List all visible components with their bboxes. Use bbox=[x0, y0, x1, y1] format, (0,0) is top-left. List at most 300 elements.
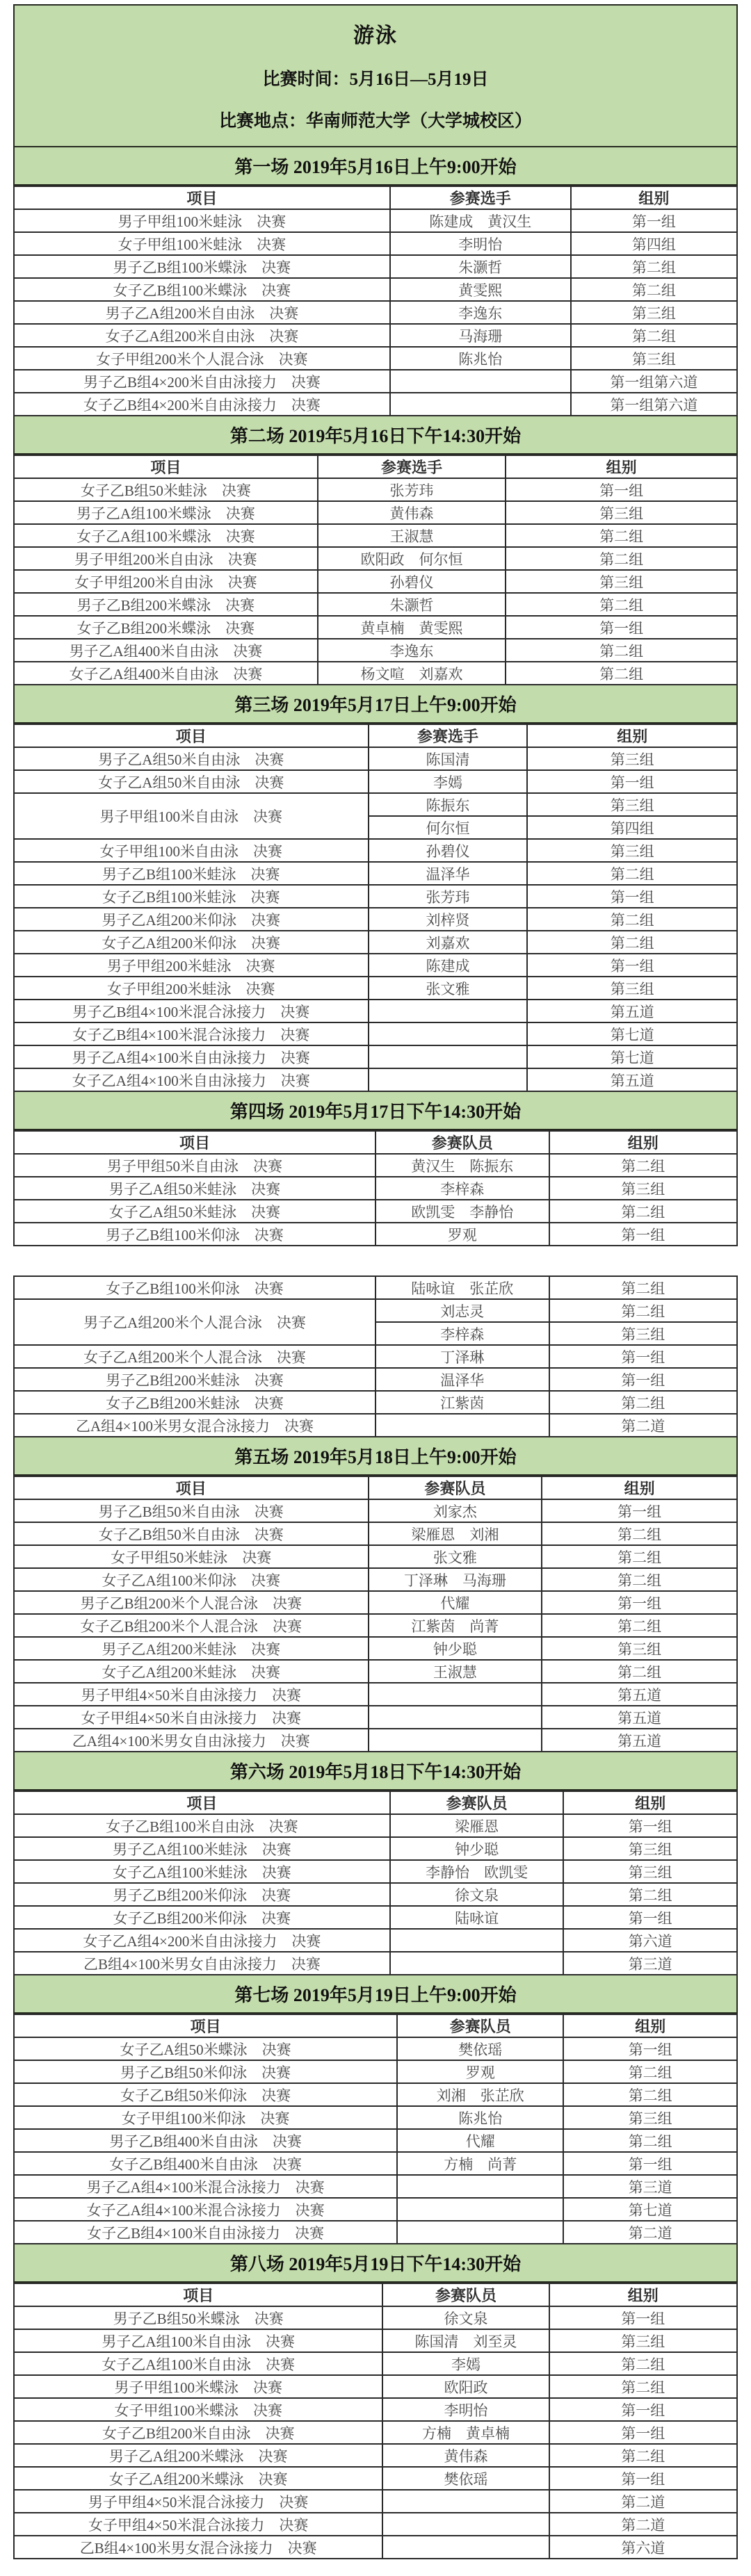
participants-cell bbox=[390, 370, 571, 393]
table-row bbox=[14, 2037, 737, 2060]
table-row bbox=[14, 639, 737, 662]
event-cell: 男子乙B组50米自由泳 决赛 bbox=[14, 1499, 369, 1522]
group-cell: 第三组 bbox=[506, 570, 737, 593]
participants-cell: 朱灏哲 bbox=[390, 255, 571, 278]
group-cell: 第二道 bbox=[549, 1414, 737, 1437]
table-row bbox=[14, 1545, 737, 1568]
session-6-heading: 第六场 2019年5月18日下午14:30开始 bbox=[13, 1752, 738, 1791]
session-4-table bbox=[13, 1130, 738, 1246]
group-cell: 第二组 bbox=[542, 1522, 737, 1545]
group-cell: 第一组 bbox=[542, 1499, 737, 1522]
col-header-event: 项目 bbox=[14, 724, 369, 747]
table-row bbox=[14, 1660, 737, 1683]
table-row bbox=[14, 1177, 737, 1200]
table-row bbox=[14, 2060, 737, 2083]
participants-cell: 樊依瑶 bbox=[397, 2037, 563, 2060]
group-cell: 第三道 bbox=[563, 2175, 737, 2198]
table-row bbox=[14, 1860, 737, 1883]
participants-cell: 黄卓楠 黄雯熙 bbox=[318, 616, 506, 639]
table-row bbox=[14, 370, 737, 393]
table-row bbox=[14, 1414, 737, 1437]
event-cell: 女子乙A组4×100米自由泳接力 决赛 bbox=[14, 1068, 369, 1091]
col-header-group: 组别 bbox=[549, 2283, 737, 2306]
table-row bbox=[14, 1522, 737, 1545]
group-cell: 第三组 bbox=[563, 2106, 737, 2129]
participants-cell: 李明怡 bbox=[382, 2398, 549, 2421]
table-row bbox=[14, 1637, 737, 1660]
event-cell: 男子乙B组200米个人混合泳 决赛 bbox=[14, 1591, 369, 1614]
session-3-table bbox=[13, 724, 738, 1092]
session-8-heading: 第八场 2019年5月19日下午14:30开始 bbox=[13, 2244, 738, 2283]
participants-cell: 孙碧仪 bbox=[369, 839, 528, 862]
table-row bbox=[14, 255, 737, 278]
table-row bbox=[14, 1223, 737, 1246]
participants-cell: 陆咏谊 张芷欣 bbox=[376, 1276, 549, 1299]
table-row bbox=[14, 1729, 737, 1752]
participants-cell: 徐文泉 bbox=[390, 1883, 564, 1906]
event-cell: 女子乙A组100米仰泳 决赛 bbox=[14, 1568, 369, 1591]
participants-cell: 刘家杰 bbox=[369, 1499, 542, 1522]
group-cell: 第二道 bbox=[563, 2221, 737, 2244]
table-row bbox=[14, 2329, 737, 2352]
participants-cell: 陈国清 刘至灵 bbox=[382, 2329, 549, 2352]
col-header-group: 组别 bbox=[563, 2014, 737, 2037]
group-cell: 第二道 bbox=[549, 2490, 737, 2513]
table-row bbox=[14, 862, 737, 885]
group-cell: 第七道 bbox=[563, 2198, 737, 2221]
participants-cell: 张芳玮 bbox=[369, 885, 528, 908]
participants-cell bbox=[382, 2490, 549, 2513]
group-cell: 第二组 bbox=[527, 931, 737, 954]
event-cell: 男子乙B组400米自由泳 决赛 bbox=[14, 2129, 397, 2152]
table-row bbox=[14, 524, 737, 547]
group-cell: 第三组 bbox=[549, 2329, 737, 2352]
participants-cell: 徐文泉 bbox=[382, 2306, 549, 2329]
participants-cell: 陈兆怡 bbox=[397, 2106, 563, 2129]
participants-cell: 罗观 bbox=[397, 2060, 563, 2083]
event-cell: 男子乙B组50米仰泳 决赛 bbox=[14, 2060, 397, 2083]
participants-cell: 梁雁恩 刘湘 bbox=[369, 1522, 542, 1545]
event-cell: 女子乙B组100米自由泳 决赛 bbox=[14, 1814, 390, 1837]
group-cell: 第五道 bbox=[542, 1683, 737, 1706]
table-row bbox=[14, 931, 737, 954]
event-cell: 女子乙B组200米个人混合泳 决赛 bbox=[14, 1614, 369, 1637]
table-row bbox=[14, 1154, 737, 1177]
table-row bbox=[14, 1499, 737, 1522]
event-cell: 女子乙A组200米蝶泳 决赛 bbox=[14, 2467, 382, 2490]
event-cell: 男子乙B组200米蝶泳 决赛 bbox=[14, 593, 318, 616]
group-cell: 第二组 bbox=[571, 255, 737, 278]
group-cell: 第一组 bbox=[506, 616, 737, 639]
session-4-heading: 第四场 2019年5月17日下午14:30开始 bbox=[13, 1092, 738, 1130]
column-header-row bbox=[14, 2014, 737, 2037]
group-cell: 第一组 bbox=[549, 1345, 737, 1368]
table-row bbox=[14, 885, 737, 908]
event-cell: 男子乙B组100米蛙泳 决赛 bbox=[14, 862, 369, 885]
participants-cell: 王淑慧 bbox=[369, 1660, 542, 1683]
participants-cell: 黄伟森 bbox=[318, 501, 506, 524]
event-cell: 女子乙A组4×100米混合泳接力 决赛 bbox=[14, 2198, 397, 2221]
group-cell: 第一组 bbox=[563, 2152, 737, 2175]
event-cell: 女子乙A组50米蛙泳 决赛 bbox=[14, 1200, 376, 1223]
event-cell: 女子甲组100米仰泳 决赛 bbox=[14, 2106, 397, 2129]
competition-time: 比赛时间：5月16日—5月19日 bbox=[262, 70, 489, 89]
event-cell: 女子乙A组200米个人混合泳 决赛 bbox=[14, 1345, 376, 1368]
table-row bbox=[14, 2375, 737, 2398]
table-row bbox=[14, 1068, 737, 1091]
event-cell: 女子乙A组100米蛙泳 决赛 bbox=[14, 1860, 390, 1883]
col-header-event: 项目 bbox=[14, 1791, 390, 1814]
participants-cell: 樊依瑶 bbox=[382, 2467, 549, 2490]
col-header-participants: 参赛队员 bbox=[397, 2014, 563, 2037]
event-cell: 男子乙B组200米仰泳 决赛 bbox=[14, 1883, 390, 1906]
session-3-heading: 第三场 2019年5月17日上午9:00开始 bbox=[13, 685, 738, 724]
participants-cell: 江紫茵 尚菁 bbox=[369, 1614, 542, 1637]
participants-cell: 李梓森 bbox=[376, 1322, 549, 1345]
col-header-participants: 参赛选手 bbox=[318, 455, 506, 478]
sessions-container bbox=[13, 147, 738, 2559]
event-cell: 乙B组4×100米男女混合泳接力 决赛 bbox=[14, 2536, 382, 2559]
table-row bbox=[14, 501, 737, 524]
group-cell: 第三组 bbox=[527, 977, 737, 1000]
event-cell: 女子乙B组4×100米自由泳接力 决赛 bbox=[14, 2221, 397, 2244]
participants-cell bbox=[369, 1068, 528, 1091]
participants-cell: 马海珊 bbox=[390, 324, 571, 347]
group-cell: 第二组 bbox=[542, 1545, 737, 1568]
participants-cell: 温泽华 bbox=[376, 1368, 549, 1391]
event-cell: 乙B组4×100米男女自由泳接力 决赛 bbox=[14, 1952, 390, 1975]
event-cell: 男子甲组4×50米自由泳接力 决赛 bbox=[14, 1683, 369, 1706]
participants-cell: 刘嘉欢 bbox=[369, 931, 528, 954]
participants-cell: 李逸东 bbox=[318, 639, 506, 662]
event-cell: 女子甲组100米蝶泳 决赛 bbox=[14, 2398, 382, 2421]
table-row bbox=[14, 1299, 737, 1322]
col-header-event: 项目 bbox=[14, 2283, 382, 2306]
col-header-participants: 参赛队员 bbox=[390, 1791, 564, 1814]
participants-cell: 李静怡 欧凯雯 bbox=[390, 1860, 564, 1883]
participants-cell: 黄汉生 陈振东 bbox=[376, 1154, 549, 1177]
participants-cell: 欧阳政 何尔恒 bbox=[318, 547, 506, 570]
participants-cell: 代耀 bbox=[369, 1591, 542, 1614]
event-cell: 女子甲组100米蛙泳 决赛 bbox=[14, 232, 390, 255]
participants-cell: 钟少聪 bbox=[369, 1637, 542, 1660]
participants-cell bbox=[369, 1045, 528, 1068]
col-header-event: 项目 bbox=[14, 2014, 397, 2037]
event-cell: 男子乙A组200米仰泳 决赛 bbox=[14, 908, 369, 931]
event-cell: 男子乙A组200米蝶泳 决赛 bbox=[14, 2444, 382, 2467]
event-cell: 女子乙A组200米仰泳 决赛 bbox=[14, 931, 369, 954]
participants-cell: 孙碧仪 bbox=[318, 570, 506, 593]
event-cell: 女子乙B组400米自由泳 决赛 bbox=[14, 2152, 397, 2175]
event-cell: 男子甲组100米蝶泳 决赛 bbox=[14, 2375, 382, 2398]
table-row bbox=[14, 1883, 737, 1906]
group-cell: 第二组 bbox=[563, 2083, 737, 2106]
table-row bbox=[14, 1345, 737, 1368]
participants-cell: 李明怡 bbox=[390, 232, 571, 255]
column-header-row bbox=[14, 455, 737, 478]
event-cell: 男子甲组200米自由泳 决赛 bbox=[14, 547, 318, 570]
participants-cell bbox=[382, 2513, 549, 2536]
participants-cell: 代耀 bbox=[397, 2129, 563, 2152]
column-header-row bbox=[14, 186, 737, 209]
participants-cell: 张文雅 bbox=[369, 1545, 542, 1568]
participants-cell: 刘梓贤 bbox=[369, 908, 528, 931]
group-cell: 第一组 bbox=[549, 2467, 737, 2490]
group-cell: 第三组 bbox=[571, 301, 737, 324]
group-cell: 第一组 bbox=[527, 885, 737, 908]
event-cell: 女子乙A组100米蝶泳 决赛 bbox=[14, 524, 318, 547]
table-row bbox=[14, 1368, 737, 1391]
participants-cell bbox=[376, 1414, 549, 1437]
participants-cell: 刘湘 张芷欣 bbox=[397, 2083, 563, 2106]
group-cell: 第五道 bbox=[527, 1000, 737, 1022]
event-cell: 女子乙B组4×100米混合泳接力 决赛 bbox=[14, 1022, 369, 1045]
group-cell: 第一组 bbox=[563, 1906, 737, 1929]
group-cell: 第三组 bbox=[527, 839, 737, 862]
group-cell: 第一组 bbox=[549, 2306, 737, 2329]
document-header bbox=[13, 4, 738, 147]
group-cell: 第二组 bbox=[549, 1299, 737, 1322]
col-header-participants: 参赛选手 bbox=[369, 724, 528, 747]
column-header-row bbox=[14, 724, 737, 747]
table-row bbox=[14, 2490, 737, 2513]
participants-cell: 欧凯雯 李静怡 bbox=[376, 1200, 549, 1223]
group-cell: 第二组 bbox=[571, 324, 737, 347]
group-cell: 第二组 bbox=[527, 862, 737, 885]
group-cell: 第四组 bbox=[527, 816, 737, 839]
session-5-table bbox=[13, 1476, 738, 1752]
col-header-participants: 参赛队员 bbox=[382, 2283, 549, 2306]
event-cell: 男子甲组100米蛙泳 决赛 bbox=[14, 209, 390, 232]
event-cell: 女子乙B组200米自由泳 决赛 bbox=[14, 2421, 382, 2444]
event-cell: 女子乙B组4×200米自由泳接力 决赛 bbox=[14, 393, 390, 416]
event-cell: 男子甲组4×50米混合泳接力 决赛 bbox=[14, 2490, 382, 2513]
group-cell: 第一组第六道 bbox=[571, 370, 737, 393]
table-row bbox=[14, 1706, 737, 1729]
table-row bbox=[14, 593, 737, 616]
group-cell: 第二组 bbox=[571, 278, 737, 301]
session-2-heading: 第二场 2019年5月16日下午14:30开始 bbox=[13, 416, 738, 455]
event-cell: 女子乙A组200米自由泳 决赛 bbox=[14, 324, 390, 347]
table-row bbox=[14, 393, 737, 416]
table-row bbox=[14, 570, 737, 593]
col-header-participants: 参赛队员 bbox=[376, 1131, 549, 1154]
col-header-group: 组别 bbox=[571, 186, 737, 209]
group-cell: 第六道 bbox=[563, 1929, 737, 1952]
table-row bbox=[14, 547, 737, 570]
table-row bbox=[14, 1814, 737, 1837]
participants-cell: 李嫣 bbox=[382, 2352, 549, 2375]
participants-cell: 李梓森 bbox=[376, 1177, 549, 1200]
group-cell: 第二组 bbox=[542, 1660, 737, 1683]
group-cell: 第二组 bbox=[549, 2444, 737, 2467]
group-cell: 第七道 bbox=[527, 1022, 737, 1045]
participants-cell: 黄伟森 bbox=[382, 2444, 549, 2467]
participants-cell: 刘志灵 bbox=[376, 1299, 549, 1322]
table-row bbox=[14, 662, 737, 685]
group-cell: 第一组 bbox=[549, 2421, 737, 2444]
session-8-table bbox=[13, 2283, 738, 2559]
group-cell: 第二组 bbox=[542, 1568, 737, 1591]
event-cell: 男子乙B组100米仰泳 决赛 bbox=[14, 1223, 376, 1246]
participants-cell: 何尔恒 bbox=[369, 816, 528, 839]
table-row bbox=[14, 301, 737, 324]
participants-cell bbox=[390, 393, 571, 416]
group-cell: 第一组 bbox=[563, 1814, 737, 1837]
event-cell: 女子乙A组200米蛙泳 决赛 bbox=[14, 1660, 369, 1683]
table-row bbox=[14, 209, 737, 232]
table-row bbox=[14, 2536, 737, 2559]
participants-cell: 李嫣 bbox=[369, 770, 528, 793]
col-header-participants: 参赛队员 bbox=[369, 1476, 542, 1499]
table-row bbox=[14, 1683, 737, 1706]
event-cell: 女子甲组100米自由泳 决赛 bbox=[14, 839, 369, 862]
participants-cell: 陈兆怡 bbox=[390, 347, 571, 370]
table-row bbox=[14, 347, 737, 370]
event-cell: 男子乙B组100米蝶泳 决赛 bbox=[14, 255, 390, 278]
table-row bbox=[14, 770, 737, 793]
group-cell: 第一组 bbox=[542, 1591, 737, 1614]
session-7-table bbox=[13, 2014, 738, 2244]
group-cell: 第一组 bbox=[527, 954, 737, 977]
column-header-row bbox=[14, 1131, 737, 1154]
session-1-heading: 第一场 2019年5月16日上午9:00开始 bbox=[13, 147, 738, 186]
participants-cell: 温泽华 bbox=[369, 862, 528, 885]
participants-cell: 李逸东 bbox=[390, 301, 571, 324]
participants-cell: 方楠 黄卓楠 bbox=[382, 2421, 549, 2444]
group-cell: 第二组 bbox=[506, 547, 737, 570]
table-row bbox=[14, 2152, 737, 2175]
session-1-table bbox=[13, 186, 738, 416]
group-cell: 第二组 bbox=[549, 1391, 737, 1414]
col-header-group: 组别 bbox=[506, 455, 737, 478]
column-header-row bbox=[14, 2283, 737, 2306]
event-cell: 女子乙B组200米蝶泳 决赛 bbox=[14, 616, 318, 639]
participants-cell: 陈国清 bbox=[369, 747, 528, 770]
participants-cell: 陈建成 bbox=[369, 954, 528, 977]
table-row bbox=[14, 1391, 737, 1414]
group-cell: 第二组 bbox=[506, 639, 737, 662]
table-row bbox=[14, 1837, 737, 1860]
event-cell: 女子甲组4×50米混合泳接力 决赛 bbox=[14, 2513, 382, 2536]
session-4-table bbox=[13, 1275, 738, 1437]
column-header-row bbox=[14, 1476, 737, 1499]
table-row bbox=[14, 478, 737, 501]
table-row bbox=[14, 1952, 737, 1975]
participants-cell: 王淑慧 bbox=[318, 524, 506, 547]
group-cell: 第三组 bbox=[571, 347, 737, 370]
col-header-participants: 参赛选手 bbox=[390, 186, 571, 209]
table-row bbox=[14, 1568, 737, 1591]
group-cell: 第二组 bbox=[506, 593, 737, 616]
group-cell: 第五道 bbox=[542, 1706, 737, 1729]
schedule-document bbox=[13, 4, 738, 2559]
event-cell: 乙A组4×100米男女自由泳接力 决赛 bbox=[14, 1729, 369, 1752]
group-cell: 第五道 bbox=[542, 1729, 737, 1752]
page-title: 游泳 bbox=[353, 24, 398, 47]
group-cell: 第三组 bbox=[542, 1637, 737, 1660]
participants-cell: 杨文喧 刘嘉欢 bbox=[318, 662, 506, 685]
participants-cell: 张芳玮 bbox=[318, 478, 506, 501]
table-row bbox=[14, 232, 737, 255]
group-cell: 第一组 bbox=[549, 1368, 737, 1391]
participants-cell: 欧阳政 bbox=[382, 2375, 549, 2398]
session-7-heading: 第七场 2019年5月19日上午9:00开始 bbox=[13, 1975, 738, 2014]
event-cell: 女子乙A组50米蝶泳 决赛 bbox=[14, 2037, 397, 2060]
participants-cell: 陈建成 黄汉生 bbox=[390, 209, 571, 232]
group-cell: 第二组 bbox=[563, 1883, 737, 1906]
table-row bbox=[14, 1276, 737, 1299]
event-cell: 男子甲组200米蛙泳 决赛 bbox=[14, 954, 369, 977]
event-cell: 男子乙B组4×100米混合泳接力 决赛 bbox=[14, 1000, 369, 1022]
table-row bbox=[14, 278, 737, 301]
participants-cell: 陆咏谊 bbox=[390, 1906, 564, 1929]
col-header-event: 项目 bbox=[14, 455, 318, 478]
group-cell: 第六道 bbox=[549, 2536, 737, 2559]
group-cell: 第二组 bbox=[527, 908, 737, 931]
table-row bbox=[14, 977, 737, 1000]
event-cell: 男子乙B组200米蛙泳 决赛 bbox=[14, 1368, 376, 1391]
group-cell: 第二组 bbox=[563, 2129, 737, 2152]
event-cell: 男子乙A组200米自由泳 决赛 bbox=[14, 301, 390, 324]
participants-cell: 江紫茵 bbox=[376, 1391, 549, 1414]
event-cell: 男子乙B组50米蝶泳 决赛 bbox=[14, 2306, 382, 2329]
event-cell: 女子乙B组200米仰泳 决赛 bbox=[14, 1906, 390, 1929]
participants-cell bbox=[369, 1706, 542, 1729]
table-row bbox=[14, 2467, 737, 2490]
col-header-group: 组别 bbox=[563, 1791, 737, 1814]
group-cell: 第三组 bbox=[527, 793, 737, 816]
table-row bbox=[14, 1200, 737, 1223]
group-cell: 第二组 bbox=[563, 2060, 737, 2083]
session-2-table bbox=[13, 455, 738, 685]
table-row bbox=[14, 2175, 737, 2198]
participants-cell bbox=[390, 1929, 564, 1952]
event-cell: 女子甲组200米蛙泳 决赛 bbox=[14, 977, 369, 1000]
group-cell: 第二组 bbox=[549, 1200, 737, 1223]
event-cell: 女子乙B组200米蛙泳 决赛 bbox=[14, 1391, 376, 1414]
table-row bbox=[14, 616, 737, 639]
event-cell: 女子乙B组50米蛙泳 决赛 bbox=[14, 478, 318, 501]
participants-cell bbox=[369, 1729, 542, 1752]
table-row bbox=[14, 747, 737, 770]
group-cell: 第三组 bbox=[549, 1177, 737, 1200]
event-cell: 女子乙B组50米仰泳 决赛 bbox=[14, 2083, 397, 2106]
event-cell: 男子乙B组4×200米自由泳接力 决赛 bbox=[14, 370, 390, 393]
participants-cell: 钟少聪 bbox=[390, 1837, 564, 1860]
participants-cell: 朱灏哲 bbox=[318, 593, 506, 616]
participants-cell: 黄雯熙 bbox=[390, 278, 571, 301]
table-row bbox=[14, 1000, 737, 1022]
group-cell: 第四组 bbox=[571, 232, 737, 255]
col-header-group: 组别 bbox=[527, 724, 737, 747]
event-cell: 女子乙A组4×200米自由泳接力 决赛 bbox=[14, 1929, 390, 1952]
group-cell: 第二组 bbox=[549, 1154, 737, 1177]
event-cell: 男子乙A组4×100米自由泳接力 决赛 bbox=[14, 1045, 369, 1068]
event-cell: 男子乙A组100米自由泳 决赛 bbox=[14, 2329, 382, 2352]
participants-cell: 丁泽琳 马海珊 bbox=[369, 1568, 542, 1591]
table-row bbox=[14, 2129, 737, 2152]
group-cell: 第三组 bbox=[527, 747, 737, 770]
group-cell: 第七道 bbox=[527, 1045, 737, 1068]
table-row bbox=[14, 1022, 737, 1045]
col-header-group: 组别 bbox=[549, 1131, 737, 1154]
table-row bbox=[14, 2352, 737, 2375]
group-cell: 第一组 bbox=[506, 478, 737, 501]
event-cell: 男子乙A组50米蛙泳 决赛 bbox=[14, 1177, 376, 1200]
group-cell: 第一组 bbox=[527, 770, 737, 793]
participants-cell bbox=[397, 2175, 563, 2198]
